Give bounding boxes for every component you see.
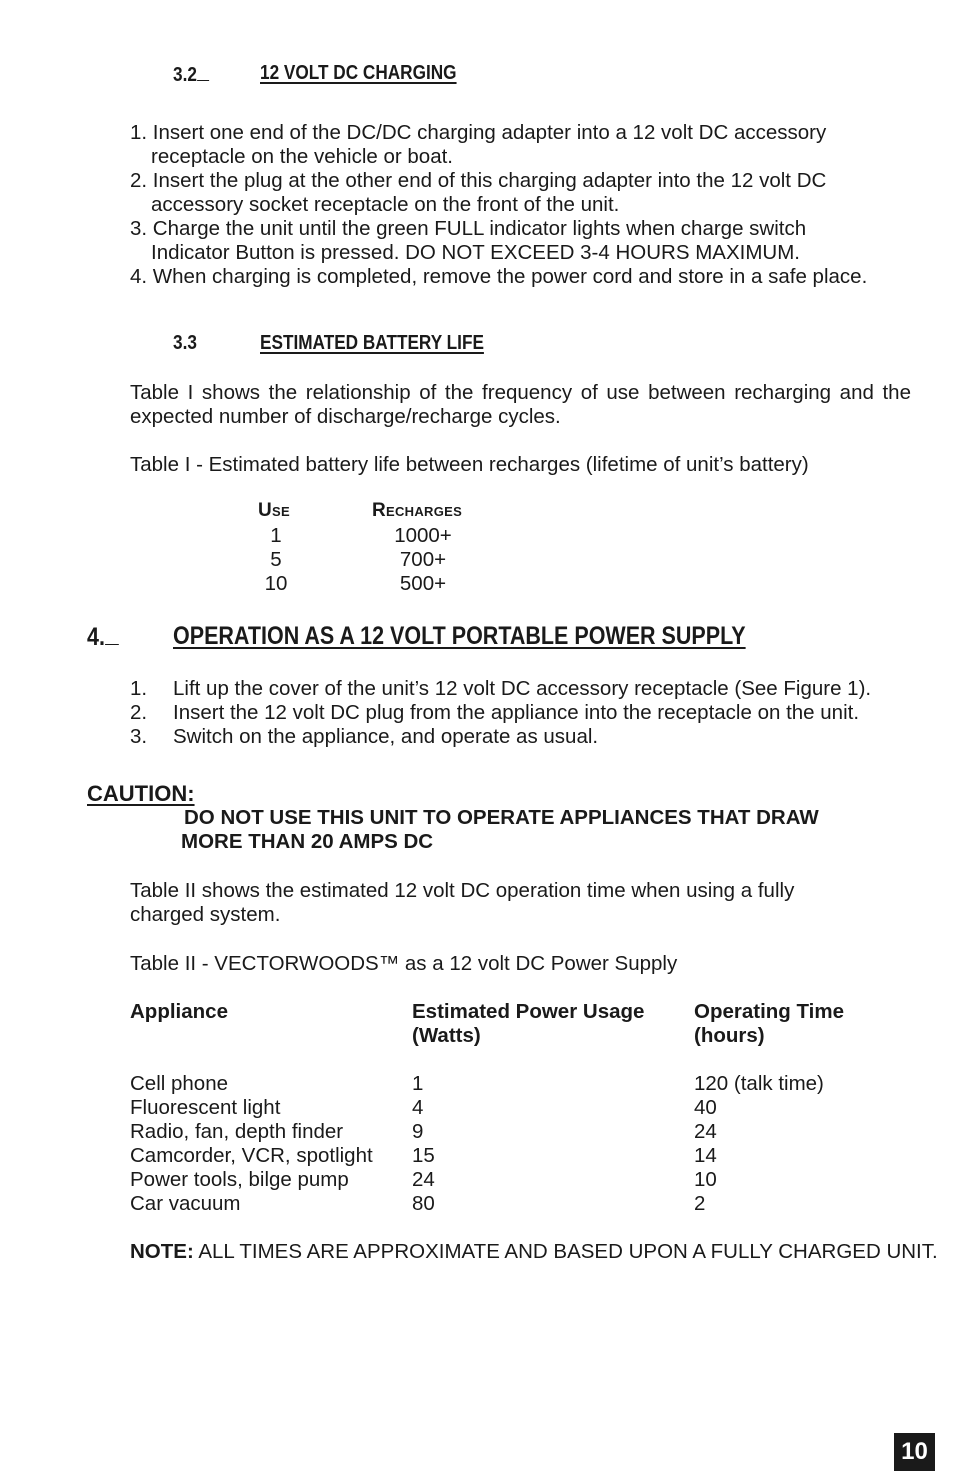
table-2-cell: 14 [694,1144,717,1167]
table-2-header-time [694,1000,844,1048]
charging-step-4 [130,265,867,289]
section-4-number: 4. [87,622,119,652]
table-2-cell: 9 [412,1120,424,1143]
page-number: 10 [894,1433,935,1471]
step-line: 2. Insert the plug at the other end of this charging adapter into the 12 volt DC [130,169,827,192]
table-2-hours-column [694,1072,824,1216]
section-3-2-title: 12 VOLT DC CHARGING [260,62,457,84]
operation-step-num: 3. [130,725,148,748]
section-3-3-title: ESTIMATED BATTERY LIFE [260,332,484,354]
table-2-cell: 4 [412,1096,424,1119]
charging-step-3 [130,217,806,265]
table-1-header-use: Use [258,500,290,521]
table-1-use-cell: 10 [264,572,288,595]
underline-spacer [105,622,119,645]
step-line: receptacle on the vehicle or boat. [151,145,453,168]
caution-line: MORE THAN 20 AMPS DC [181,830,434,853]
table-2-caption: Table II - VECTORWOODS™ as a 12 volt DC Power Supply [130,952,678,975]
table-1-use-cell: 5 [270,548,282,571]
operation-step-num: 1. [130,677,148,700]
table-2-cell: Power tools, bilge pump [130,1168,349,1191]
table-2-cell: 10 [694,1168,717,1191]
section-3-3-number: 3.3 [173,332,197,354]
table-2-cell: Radio, fan, depth finder [130,1120,344,1143]
table-2-intro [130,879,794,927]
table-2-header-usage [412,1000,644,1048]
header-line: Estimated Power Usage [412,1000,645,1023]
note [130,1240,938,1264]
underline-spacer [197,62,209,81]
table-1-caption: Table I - Estimated battery life between recharges (lifetime of unit’s battery) [130,453,809,476]
header-line: Operating Time [694,1000,844,1023]
step-line: 1. Insert one end of the DC/DC charging adapter into a 12 volt DC accessory [130,121,827,144]
operation-step-text: Insert the 12 volt DC plug from the appliance into the receptacle on the unit. [173,701,860,724]
table-2-cell: 120 (talk time) [694,1072,824,1095]
table-2-cell: 40 [694,1096,717,1119]
table-2-appliance-column [130,1072,373,1216]
table-2-cell: Car vacuum [130,1192,241,1215]
table-1-use-cell: 1 [270,524,282,547]
note-text: ALL TIMES ARE APPROXIMATE AND BASED UPON A FULLY CHARGED UNIT. [193,1240,938,1263]
section-4-title: OPERATION AS A 12 VOLT PORTABLE POWER SUPPLY [173,622,746,650]
header-line: (Watts) [412,1024,481,1047]
charging-step-1 [130,121,826,169]
table-2-cell: 2 [694,1192,706,1215]
table-2-cell: Cell phone [130,1072,229,1095]
step-line: accessory socket receptacle on the front of the unit. [151,193,620,216]
note-label: NOTE: [130,1240,194,1263]
table-2-header-appliance: Appliance [130,1000,228,1023]
step-line: Indicator Button is pressed. DO NOT EXCEED 3-4 HOURS MAXIMUM. [151,241,800,264]
table-2-cell: 80 [412,1192,435,1215]
table-2-watts-column [412,1072,435,1216]
charging-step-2 [130,169,826,217]
table-1-recharges-cell: 700+ [399,548,447,571]
section-3-2-number: 3.2 [173,62,209,87]
header-line: (hours) [694,1024,765,1047]
step-line: 4. When charging is completed, remove the power cord and store in a safe place. [130,265,868,288]
operation-step-num: 2. [130,701,148,724]
table-1-header-recharges: Recharges [372,500,463,521]
intro-line: Table II shows the estimated 12 volt DC operation time when using a fully [130,879,795,902]
table-2-cell: 24 [694,1120,717,1143]
table-2-cell: Camcorder, VCR, spotlight [130,1144,373,1167]
battery-life-intro: Table I shows the relationship of the frequency of use between recharging and the expected number of discharge/recharge cycles. [130,381,911,428]
table-2-cell: Fluorescent light [130,1096,281,1119]
table-1-recharges-cell: 500+ [399,572,447,595]
caution-line: DO NOT USE THIS UNIT TO OPERATE APPLIANCES THAT DRAW [184,806,819,829]
caution-label: CAUTION: [87,781,195,806]
operation-step-text: Switch on the appliance, and operate as usual. [173,725,599,748]
table-2-cell: 24 [412,1168,435,1191]
step-line: 3. Charge the unit until the green FULL indicator lights when charge switch [130,217,807,240]
table-2-cell: 1 [412,1072,424,1095]
table-1-recharges-cell: 1000+ [394,524,452,547]
operation-step-text: Lift up the cover of the unit’s 12 volt DC accessory receptacle (See Figure 1). [173,677,872,700]
intro-line: charged system. [130,903,281,926]
table-2-cell: 15 [412,1144,435,1167]
